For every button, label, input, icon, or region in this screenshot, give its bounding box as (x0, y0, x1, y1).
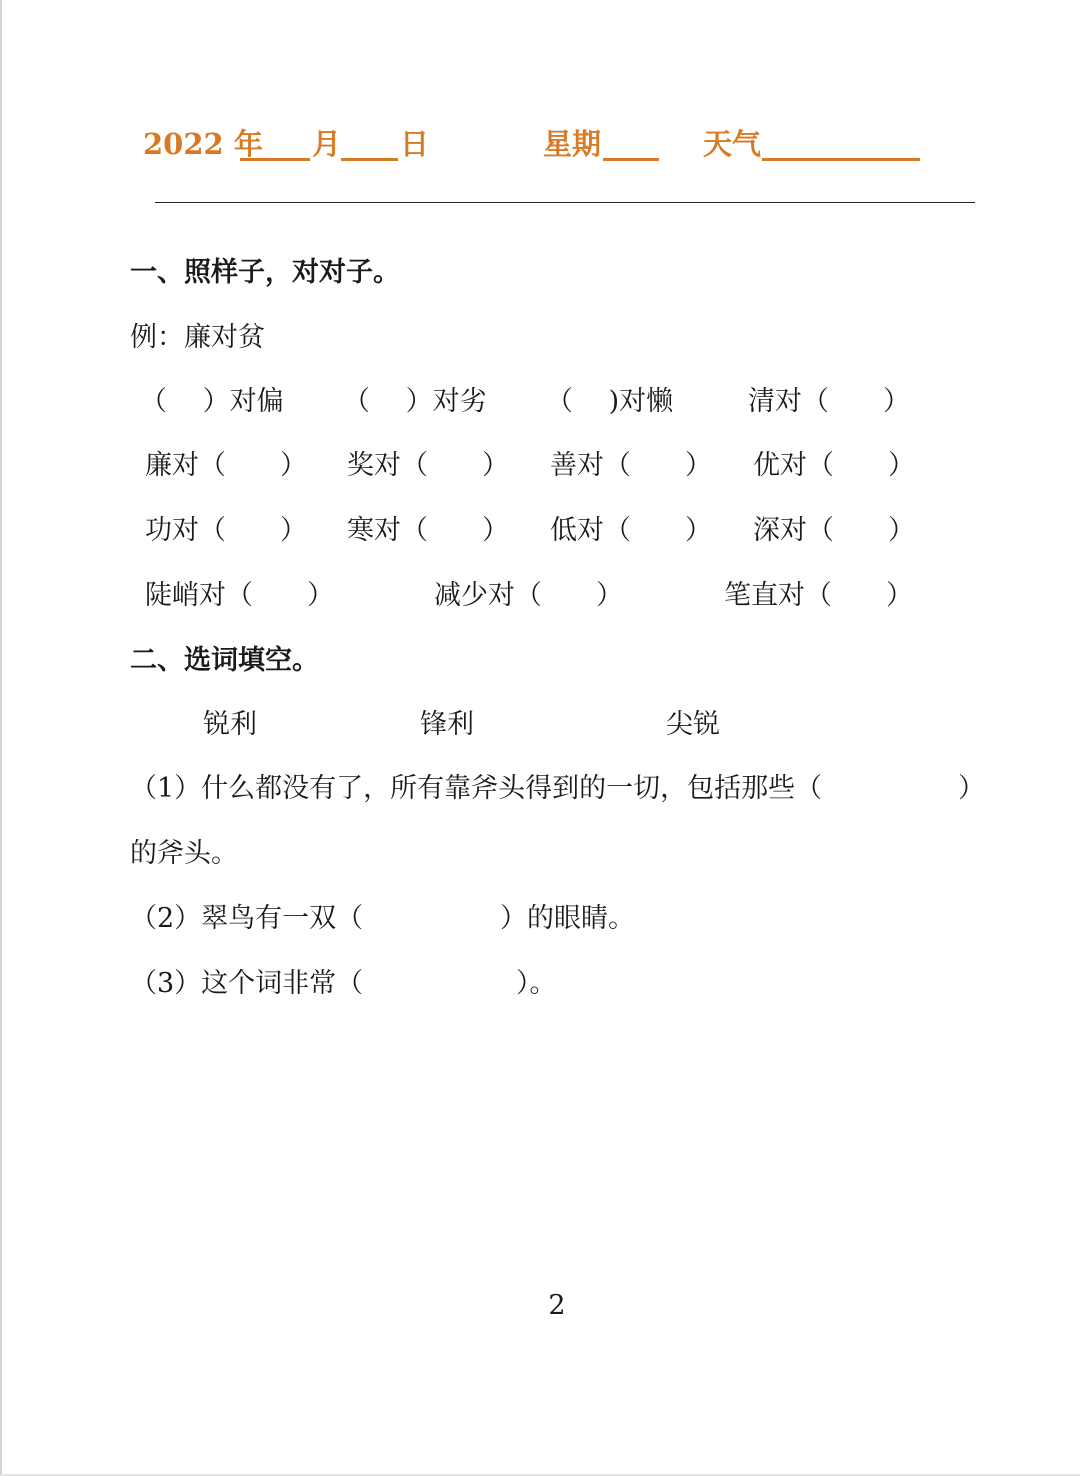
section1-example: 例：廉对贫 (130, 322, 265, 353)
section1-title: 一、照样子，对对子。 (130, 257, 400, 288)
question-2: （2）翠鸟有一双（ (130, 903, 364, 934)
date-header (0, 124, 1080, 168)
pair-item: 低对（ ） (550, 515, 712, 546)
pair-item: 廉对（ ） (145, 450, 307, 481)
pair-item: 优对（ ） (753, 450, 915, 481)
month-label: 月 (312, 127, 342, 161)
pair-item: 清对（ ） (748, 386, 910, 417)
weather-blank[interactable] (762, 158, 920, 161)
pair-item: （ ）对劣 (343, 386, 487, 417)
question-1-cont: 的斧头。 (130, 838, 238, 869)
section2-title: 二、选词填空。 (130, 645, 319, 676)
weekday-label: 星期 (543, 127, 602, 161)
pair-item: （ ）对偏 (140, 386, 284, 417)
question-1-close: ） (958, 773, 985, 804)
pair-item: 笔直对（ ） (724, 580, 913, 611)
pair-item: 功对（ ） (145, 515, 307, 546)
word-choice: 锋利 (420, 709, 474, 740)
page-number: 2 (548, 1290, 566, 1321)
weekday-blank[interactable] (603, 158, 659, 161)
question-3-end: ）。 (516, 968, 557, 999)
header-divider (155, 202, 975, 203)
pair-item: （ )对懒 (546, 386, 674, 417)
page-edge (0, 0, 2, 1476)
pair-item: 善对（ ） (550, 450, 712, 481)
pair-item: 寒对（ ） (347, 515, 509, 546)
word-choice: 锐利 (203, 709, 257, 740)
day-blank[interactable] (341, 158, 398, 161)
question-2-end: ）的眼睛。 (500, 903, 635, 934)
weather-label: 天气 (703, 127, 762, 161)
word-choice: 尖锐 (666, 709, 720, 740)
pair-item: 深对（ ） (753, 515, 915, 546)
month-blank[interactable] (240, 158, 310, 161)
pair-item: 陡峭对（ ） (145, 580, 334, 611)
question-3: （3）这个词非常（ (130, 968, 364, 999)
pair-item: 减少对（ ） (434, 580, 623, 611)
pair-item: 奖对（ ） (347, 450, 509, 481)
year-label: 2022 年 (143, 127, 263, 161)
day-label: 日 (400, 127, 430, 161)
question-1: （1）什么都没有了，所有靠斧头得到的一切，包括那些（ (130, 773, 823, 804)
